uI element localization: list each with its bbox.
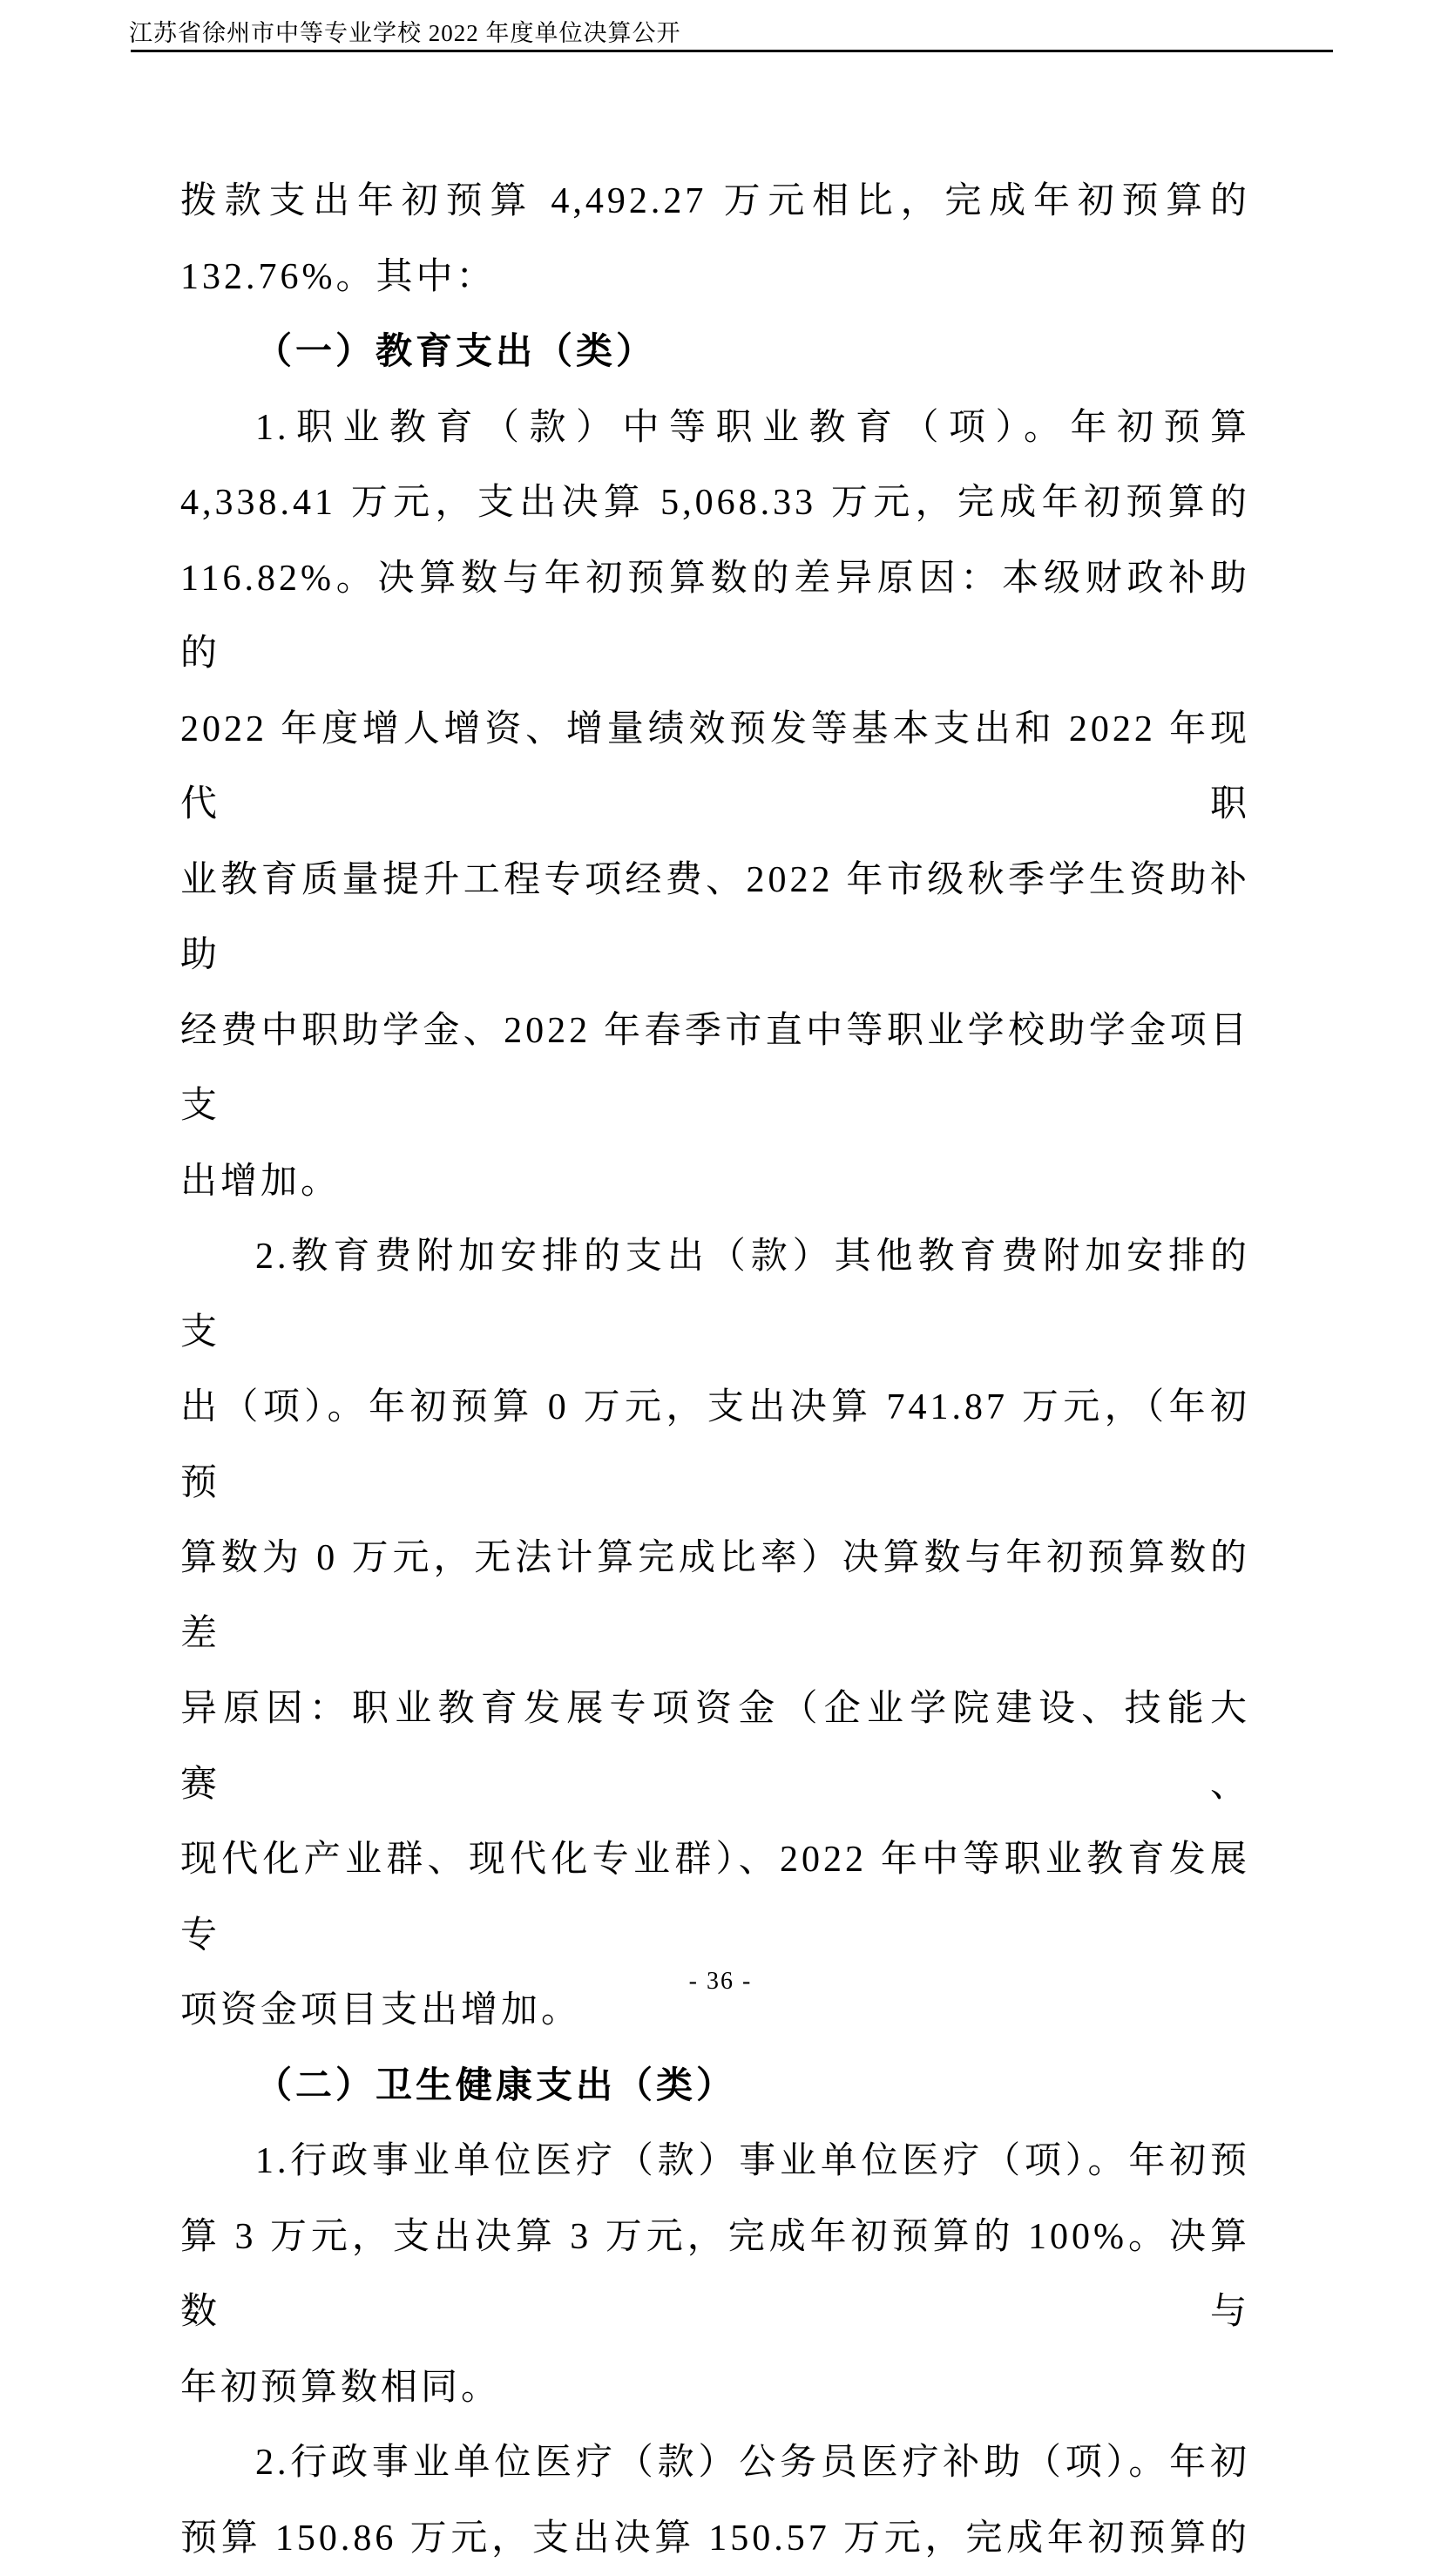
body-text-line: 出增加。 — [180, 1144, 1250, 1220]
body-text-line: 4,338.41 万元，支出决算 5,068.33 万元，完成年初预算的 — [180, 465, 1250, 541]
section-heading-line: （一）教育支出（类） — [180, 315, 1250, 390]
body-text-line: 1.职业教育（款）中等职业教育（项）。年初预算 — [180, 390, 1250, 466]
body-text-line: 2.行政事业单位医疗（款）公务员医疗补助（项）。年初 — [180, 2425, 1250, 2501]
body-text-line: 现代化产业群、现代化专业群）、2022 年中等职业教育发展专 — [180, 1822, 1250, 1973]
body-text-line: 出（项）。年初预算 0 万元，支出决算 741.87 万元，（年初预 — [180, 1370, 1250, 1521]
body-text-line: 项资金项目支出增加。 — [180, 1973, 1250, 2049]
page-number: - 36 - — [0, 1968, 1441, 1996]
body-text-line: 业教育质量提升工程专项经费、2022 年市级秋季学生资助补助 — [180, 843, 1250, 993]
body-text-line: 2.教育费附加安排的支出（款）其他教育费附加安排的支 — [180, 1219, 1250, 1370]
body-text-line: 拨款支出年初预算 4,492.27 万元相比，完成年初预算的 — [180, 164, 1250, 240]
body-text-line: 预算 150.86 万元，支出决算 150.57 万元，完成年初预算的 — [180, 2501, 1250, 2576]
body-text-line: 116.82%。决算数与年初预算数的差异原因：本级财政补助的 — [180, 541, 1250, 692]
body-text-line: 2022 年度增人增资、增量绩效预发等基本支出和 2022 年现代职 — [180, 692, 1250, 843]
body-text-line: 年初预算数相同。 — [180, 2350, 1250, 2426]
body-text-line: 算 3 万元，支出决算 3 万元，完成年初预算的 100%。决算数与 — [180, 2200, 1250, 2350]
body-text-line: 异原因：职业教育发展专项资金（企业学院建设、技能大赛、 — [180, 1671, 1250, 1822]
document-body — [180, 164, 1250, 2576]
body-text-line: 132.76%。其中： — [180, 240, 1250, 315]
body-text-line: 算数为 0 万元，无法计算完成比率）决算数与年初预算数的差 — [180, 1521, 1250, 1671]
section-heading-line: （二）卫生健康支出（类） — [180, 2049, 1250, 2125]
page-header-title: 江苏省徐州市中等专业学校 2022 年度单位决算公开 — [129, 14, 681, 48]
body-text-line: 经费中职助学金、2022 年春季市直中等职业学校助学金项目支 — [180, 993, 1250, 1144]
body-text-line: 1.行政事业单位医疗（款）事业单位医疗（项）。年初预 — [180, 2124, 1250, 2200]
header-rule — [131, 50, 1333, 52]
